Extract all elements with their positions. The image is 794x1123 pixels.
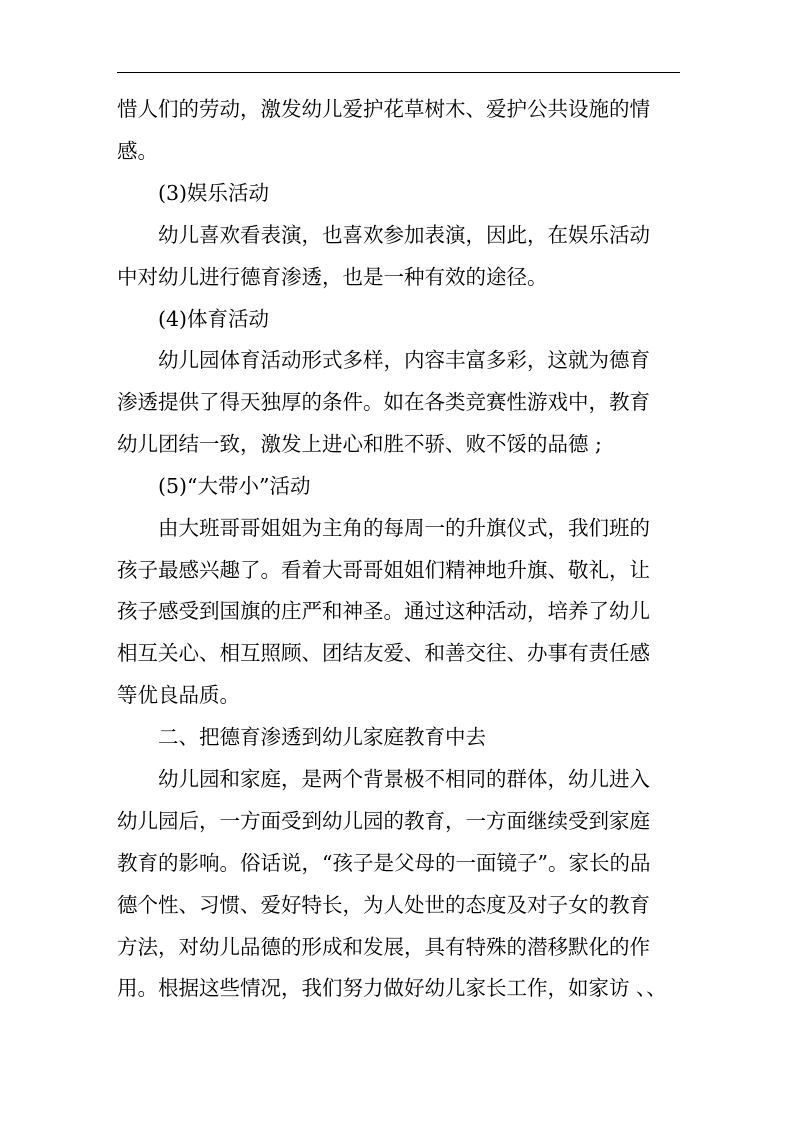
paragraph-line: 惜人们的劳动，激发幼儿爱护花草树木、爱护公共设施的情: [117, 97, 650, 121]
paragraph-line: 渗透提供了得天独厚的条件。如在各类竞赛性游戏中，教育: [117, 390, 650, 414]
paragraph-line: 感。: [117, 139, 158, 163]
section-heading: (3)娱乐活动: [158, 181, 270, 205]
paragraph-line: 德个性、习惯、爱好特长，为人处世的态度及对子女的教育: [117, 893, 650, 917]
paragraph-line: 孩子感受到国旗的庄严和神圣。通过这种活动，培养了幼儿: [117, 599, 650, 623]
section-heading: 二、把德育渗透到幼儿家庭教育中去: [158, 725, 486, 749]
header-rule: [117, 72, 680, 73]
paragraph-line: 由大班哥哥姐姐为主角的每周一的升旗仪式，我们班的: [158, 516, 650, 540]
paragraph-line: 方法，对幼儿品德的形成和发展，具有特殊的潜移默化的作: [117, 935, 650, 959]
paragraph-line: 用。根据这些情况，我们努力做好幼儿家长工作，如家访 、、: [117, 976, 667, 1000]
paragraph-line: 教育的影响。俗话说，“孩子是父母的一面镜子”。家长的品: [117, 851, 651, 875]
paragraph-line: 幼儿喜欢看表演，也喜欢参加表演，因此，在娱乐活动: [158, 223, 650, 247]
section-heading: (4)体育活动: [158, 307, 270, 331]
paragraph-line: 幼儿园体育活动形式多样，内容丰富多彩，这就为德育: [158, 348, 650, 372]
paragraph-line: 等优良品质。: [117, 683, 240, 707]
section-heading: (5)“大带小”活动: [158, 474, 311, 498]
paragraph-line: 中对幼儿进行德育渗透，也是一种有效的途径。: [117, 265, 548, 289]
paragraph-line: 幼儿园和家庭，是两个背景极不相同的群体，幼儿进入: [158, 767, 650, 791]
paragraph-line: 孩子最感兴趣了。看着大哥哥姐姐们精神地升旗、敬礼，让: [117, 558, 650, 582]
paragraph-line: 相互关心、相互照顾、团结友爱、和善交往、办事有责任感: [117, 641, 650, 665]
paragraph-line: 幼儿园后，一方面受到幼儿园的教育，一方面继续受到家庭: [117, 809, 650, 833]
paragraph-line: 幼儿团结一致，激发上进心和胜不骄、败不馁的品德 ;: [117, 432, 602, 456]
